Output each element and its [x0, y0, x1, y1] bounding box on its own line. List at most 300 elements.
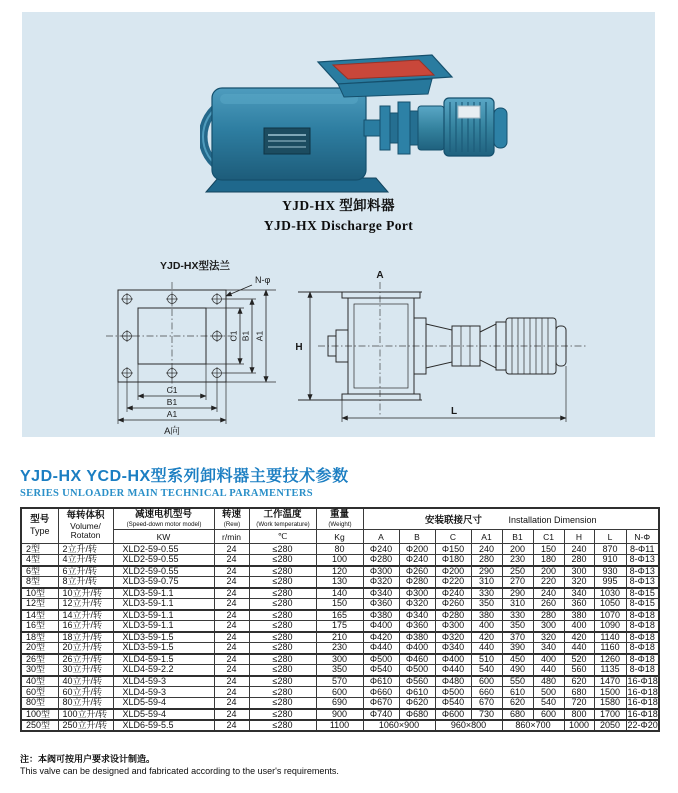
flange-view-label: A向 — [164, 426, 180, 436]
spec-cell: Φ610 — [399, 687, 435, 698]
th-dim-A: A — [363, 530, 399, 544]
spec-cell: XLD5-59-4 — [113, 698, 214, 709]
th-install — [363, 508, 659, 530]
spec-cell: 8-Φ15 — [626, 599, 659, 610]
spec-cell: 910 — [594, 555, 626, 566]
spec-cell: 900 — [316, 709, 363, 720]
spec-cell: XLD6-59-5.5 — [113, 720, 214, 731]
spec-cell: 8-Φ18 — [626, 665, 659, 676]
spec-row-4型 — [21, 555, 659, 566]
spec-cell: XLD2-59-0.55 — [113, 544, 214, 555]
spec-cell: XLD2-59-0.55 — [113, 555, 214, 566]
spec-cell: 8-Φ11 — [626, 544, 659, 555]
spec-cell: ≤280 — [249, 566, 316, 577]
spec-cell: 8-Φ18 — [626, 610, 659, 621]
spec-cell: 1050 — [594, 599, 626, 610]
th-temp-cn: 工作温度 — [263, 509, 302, 520]
spec-cell: 1700 — [594, 709, 626, 720]
photo-caption — [22, 196, 655, 235]
spec-cell: Φ300 — [399, 588, 435, 599]
spec-cell: 16-Φ18 — [627, 686, 658, 697]
side-height-label: H — [295, 342, 303, 353]
spec-cell: Φ500 — [399, 665, 435, 676]
spec-cell: Φ400 — [363, 621, 399, 632]
spec-row-18型 — [21, 632, 659, 643]
th-weight — [316, 508, 363, 530]
spec-cell: 210 — [316, 632, 363, 643]
spec-cell: Φ260 — [399, 566, 435, 577]
spec-cell: 720 — [564, 698, 594, 709]
th-speed-unit: r/min — [214, 530, 249, 544]
machine-motor-label — [458, 106, 480, 118]
spec-cell: 8-Φ18 — [626, 654, 659, 665]
spec-cell: Φ380 — [363, 610, 399, 621]
spec-cell: 8-Φ18 — [626, 632, 659, 643]
spec-cell: 24 — [214, 577, 249, 588]
spec-cell: 680 — [502, 709, 533, 720]
th-volume-cn: 每转体积 — [66, 509, 105, 521]
section-title-en: SERIES UNLOADER MAIN TECHNICAL PARAMENTERS — [20, 488, 313, 499]
spec-cell: ≤280 — [249, 599, 316, 610]
th-volume-en1: Volume/ — [70, 520, 101, 531]
spec-row-20型 — [21, 643, 659, 654]
spec-cell: ≤280 — [249, 632, 316, 643]
spec-cell: Φ740 — [363, 709, 399, 720]
spec-cell: XLD3-59-1.5 — [113, 643, 214, 654]
spec-cell: 995 — [594, 577, 626, 588]
th-install-cn: 安装联接尺寸 — [425, 515, 483, 527]
spec-row-16型 — [21, 621, 659, 632]
spec-cell: 130 — [316, 577, 363, 588]
spec-cell: 8型 — [21, 577, 58, 588]
spec-cell: Φ150 — [435, 544, 471, 555]
spec-cell: 100型 — [21, 709, 58, 720]
spec-cell: 280 — [533, 610, 564, 621]
spec-cell: Φ280 — [363, 555, 399, 566]
spec-cell: 680 — [564, 687, 594, 698]
spec-cell: ≤280 — [249, 654, 316, 665]
spec-table — [20, 507, 660, 732]
side-dim-h — [295, 292, 310, 400]
spec-cell: 2立升/转 — [58, 544, 113, 555]
spec-cell: 8-Φ18 — [626, 643, 659, 654]
spec-cell: Φ220 — [435, 577, 471, 588]
spec-cell: 26型 — [21, 654, 58, 665]
spec-table-body — [21, 544, 659, 731]
spec-cell: 6立升/转 — [58, 566, 113, 577]
spec-cell: 24 — [214, 654, 249, 665]
spec-cell: 350 — [471, 599, 502, 610]
spec-cell: 440 — [564, 643, 594, 654]
spec-cell: 600 — [533, 709, 564, 720]
spec-cell: 800 — [564, 709, 594, 720]
spec-cell: 380 — [471, 610, 502, 621]
machine-nameplate — [264, 128, 310, 154]
spec-cell: 260 — [533, 599, 564, 610]
spec-cell: Φ280 — [435, 610, 471, 621]
photo-caption-cn: YJD-HX 型卸料器 — [282, 198, 395, 213]
spec-cell: 1160 — [594, 643, 626, 654]
spec-cell: XLD3-59-1.1 — [113, 588, 214, 599]
th-dim-N-Φ: N-Φ — [626, 530, 659, 544]
machine-drive-train — [364, 102, 444, 154]
th-temp-en: (Work temperature) — [255, 521, 310, 528]
spec-cell: 250型 — [21, 720, 58, 731]
spec-cell: 450 — [502, 654, 533, 665]
spec-cell: XLD3-59-0.75 — [113, 577, 214, 588]
spec-row-8型 — [21, 577, 659, 588]
spec-cell: 250立升/转 — [58, 720, 113, 731]
spec-cell: Φ360 — [399, 621, 435, 632]
spec-cell: Φ610 — [363, 676, 399, 687]
spec-cell: 960×800 — [435, 720, 502, 731]
spec-cell: ≤280 — [249, 588, 316, 599]
spec-cell: 870 — [594, 544, 626, 555]
spec-cell: Φ240 — [399, 555, 435, 566]
spec-cell: 24 — [214, 599, 249, 610]
spec-cell: 860×700 — [502, 720, 564, 731]
spec-cell: 165 — [316, 610, 363, 621]
flange-dim-c1-v: C1 — [228, 330, 239, 342]
spec-cell: ≤280 — [249, 544, 316, 555]
spec-cell: ≤280 — [249, 610, 316, 621]
spec-row-10型 — [21, 588, 659, 599]
spec-cell: ≤280 — [249, 577, 316, 588]
spec-cell: 24 — [214, 544, 249, 555]
spec-cell: 24 — [214, 698, 249, 709]
th-motor — [113, 508, 214, 530]
spec-cell: Φ540 — [363, 665, 399, 676]
spec-cell: 1470 — [594, 676, 626, 687]
spec-cell: Φ400 — [435, 654, 471, 665]
spec-cell: 6型 — [21, 566, 58, 577]
spec-row-60型 — [21, 687, 659, 698]
spec-cell: Φ440 — [435, 665, 471, 676]
th-dim-A1: A1 — [471, 530, 502, 544]
spec-cell: 320 — [564, 577, 594, 588]
spec-cell: 540 — [471, 665, 502, 676]
side-view-drawing — [290, 266, 590, 434]
spec-cell: 300 — [564, 566, 594, 577]
section-title — [20, 463, 349, 499]
spec-cell: 24 — [214, 676, 249, 687]
spec-cell: Φ320 — [399, 599, 435, 610]
spec-cell: 290 — [471, 566, 502, 577]
spec-cell: 24 — [214, 555, 249, 566]
th-dim-C1: C1 — [533, 530, 564, 544]
spec-cell: ≤280 — [249, 621, 316, 632]
spec-cell: 1090 — [594, 621, 626, 632]
spec-cell: 16型 — [21, 621, 58, 632]
spec-cell: Φ320 — [435, 632, 471, 643]
spec-cell: 240 — [564, 544, 594, 555]
spec-cell: 380 — [564, 610, 594, 621]
spec-cell: 290 — [502, 588, 533, 599]
spec-row-40型 — [21, 676, 659, 687]
spec-cell: XLD3-59-1.1 — [113, 599, 214, 610]
spec-cell: Φ280 — [399, 577, 435, 588]
th-dim-B: B — [399, 530, 435, 544]
spec-cell: Φ320 — [363, 577, 399, 588]
spec-cell: ≤280 — [249, 720, 316, 731]
spec-cell: 1060×900 — [363, 720, 435, 731]
spec-cell: 360 — [564, 599, 594, 610]
spec-cell: 4立升/转 — [58, 555, 113, 566]
spec-cell: 24 — [214, 665, 249, 676]
flange-dim-b1-h: B1 — [166, 397, 178, 407]
spec-cell: Φ380 — [399, 632, 435, 643]
spec-cell: 280 — [471, 555, 502, 566]
th-weight-cn: 重量 — [329, 509, 349, 520]
flange-dim-c1-h: C1 — [166, 385, 178, 395]
spec-cell: 270 — [502, 577, 533, 588]
notes — [20, 753, 339, 777]
flange-drawing — [100, 258, 290, 436]
spec-cell: 100立升/转 — [58, 709, 113, 720]
spec-cell: 24 — [214, 720, 249, 731]
spec-cell: 24 — [214, 588, 249, 599]
spec-cell: 8-Φ13 — [626, 555, 659, 566]
spec-cell: 16-Φ18 — [627, 675, 658, 686]
spec-cell: XLD4-59-3 — [113, 676, 214, 687]
spec-cell: 10立升/转 — [58, 588, 113, 599]
spec-cell: 310 — [502, 599, 533, 610]
th-motor-unit: KW — [113, 530, 214, 544]
spec-cell: 24 — [214, 709, 249, 720]
spec-cell: 420 — [471, 632, 502, 643]
spec-cell: 420 — [564, 632, 594, 643]
spec-cell: 200 — [502, 544, 533, 555]
spec-cell: 400 — [564, 621, 594, 632]
spec-cell: 560 — [564, 665, 594, 676]
spec-cell: Φ360 — [363, 599, 399, 610]
spec-cell: 400 — [533, 654, 564, 665]
spec-cell: 250 — [502, 566, 533, 577]
spec-cell: 4型 — [21, 555, 58, 566]
spec-cell: 150 — [533, 544, 564, 555]
th-weight-unit: Kg — [316, 530, 363, 544]
spec-cell: 600 — [471, 676, 502, 687]
th-dim-L: L — [594, 530, 626, 544]
spec-cell: 340 — [564, 588, 594, 599]
th-speed-cn: 转速 — [221, 509, 241, 520]
spec-cell: 1135 — [594, 665, 626, 676]
spec-cell: 400 — [471, 621, 502, 632]
spec-cell: 540 — [533, 698, 564, 709]
th-install-en: Installation Dimension — [508, 515, 597, 526]
spec-cell: Φ480 — [435, 676, 471, 687]
spec-cell: 60立升/转 — [58, 687, 113, 698]
spec-cell: 175 — [316, 621, 363, 632]
th-dim-C: C — [435, 530, 471, 544]
spec-row-2型 — [21, 544, 659, 555]
spec-cell: Φ440 — [363, 643, 399, 654]
spec-cell: 20型 — [21, 643, 58, 654]
side-length-label: L — [450, 406, 458, 417]
th-volume — [58, 508, 113, 544]
spec-cell: 12型 — [21, 599, 58, 610]
th-type-en: Type — [29, 526, 50, 537]
spec-cell: Φ500 — [363, 654, 399, 665]
spec-cell: Φ560 — [399, 676, 435, 687]
th-volume-en2: Rotaton — [70, 530, 101, 541]
spec-cell: 14型 — [21, 610, 58, 621]
spec-cell: 2050 — [594, 720, 626, 731]
spec-cell: Φ540 — [435, 698, 471, 709]
spec-cell: Φ600 — [435, 709, 471, 720]
spec-cell: 570 — [316, 676, 363, 687]
spec-cell: 510 — [471, 654, 502, 665]
th-speed — [214, 508, 249, 530]
spec-cell: Φ680 — [399, 709, 435, 720]
spec-cell: 24 — [214, 687, 249, 698]
spec-cell: 1070 — [594, 610, 626, 621]
spec-cell: ≤280 — [249, 687, 316, 698]
spec-cell: XLD4-59-2.2 — [113, 665, 214, 676]
spec-cell: 24 — [214, 621, 249, 632]
spec-cell: Φ620 — [399, 698, 435, 709]
spec-cell: 30型 — [21, 665, 58, 676]
side-center-label: A — [376, 270, 384, 281]
spec-cell: 340 — [533, 643, 564, 654]
spec-cell: 620 — [564, 676, 594, 687]
spec-cell: 280 — [564, 555, 594, 566]
spec-cell: ≤280 — [249, 709, 316, 720]
spec-cell: 930 — [594, 566, 626, 577]
th-temp-unit: ℃ — [249, 530, 316, 544]
spec-row-80型 — [21, 698, 659, 709]
spec-cell: 660 — [471, 687, 502, 698]
spec-cell: 80 — [316, 544, 363, 555]
machine-motor — [444, 98, 507, 156]
spec-cell: 16立升/转 — [58, 621, 113, 632]
photo-caption-en: YJD-HX Discharge Port — [263, 217, 414, 233]
spec-cell: 180 — [533, 555, 564, 566]
th-dim-H: H — [564, 530, 594, 544]
spec-cell: 1000 — [564, 720, 594, 731]
spec-cell: 480 — [533, 676, 564, 687]
spec-cell: ≤280 — [249, 698, 316, 709]
flange-dim-a1-h: A1 — [166, 409, 178, 419]
spec-cell: 10型 — [21, 588, 58, 599]
photo-panel — [22, 12, 655, 437]
spec-cell: 230 — [316, 643, 363, 654]
spec-cell: XLD5-59-4 — [113, 709, 214, 720]
spec-cell: 100 — [316, 555, 363, 566]
note-en: This valve can be designed and fabricated according to the user's requirements. — [20, 766, 339, 777]
spec-row-12型 — [21, 599, 659, 610]
spec-cell: Φ340 — [399, 610, 435, 621]
spec-cell: 8-Φ13 — [626, 566, 659, 577]
header-row-1 — [21, 508, 659, 530]
spec-cell: ≤280 — [249, 676, 316, 687]
flange-holes-label: N-φ — [255, 275, 271, 285]
spec-row-6型 — [21, 566, 659, 577]
spec-cell: XLD4-59-1.5 — [113, 654, 214, 665]
spec-cell: 390 — [502, 643, 533, 654]
spec-cell: 330 — [502, 610, 533, 621]
header-row-2 — [21, 530, 659, 544]
spec-cell: 1580 — [594, 698, 626, 709]
spec-row-250型 — [21, 720, 659, 731]
section-title-cn: YJD-HX YCD-HX型系列卸料器主要技术参数 — [20, 468, 349, 485]
th-speed-en: (Rew) — [223, 521, 240, 528]
spec-cell: XLD3-59-1.1 — [113, 610, 214, 621]
spec-cell: Φ670 — [363, 698, 399, 709]
spec-cell: 8-Φ15 — [626, 588, 659, 599]
note-cn: 注：本阀可按用户要求设计制造。 — [20, 754, 156, 764]
spec-cell: 22-Φ20 — [627, 719, 658, 730]
spec-cell: Φ200 — [435, 566, 471, 577]
th-type-cn: 型号 — [30, 514, 50, 526]
spec-cell: 2型 — [21, 544, 58, 555]
spec-cell: Φ300 — [363, 566, 399, 577]
spec-cell: 8-Φ13 — [626, 577, 659, 588]
spec-cell: Φ180 — [435, 555, 471, 566]
spec-cell: 16-Φ18 — [627, 708, 658, 719]
spec-cell: 14立升/转 — [58, 610, 113, 621]
th-weight-en: (Weight) — [327, 521, 352, 528]
spec-cell: 610 — [502, 687, 533, 698]
spec-cell: XLD3-59-1.1 — [113, 621, 214, 632]
spec-cell: 40立升/转 — [58, 676, 113, 687]
th-motor-en: (Speed-down motor model) — [126, 521, 201, 528]
spec-cell: 500 — [533, 687, 564, 698]
spec-cell: 120 — [316, 566, 363, 577]
spec-cell: 330 — [471, 588, 502, 599]
flange-title: YJD-HX型法兰 — [159, 260, 231, 272]
spec-cell: Φ200 — [399, 544, 435, 555]
spec-cell: 24 — [214, 566, 249, 577]
spec-cell: Φ660 — [363, 687, 399, 698]
spec-cell: ≤280 — [249, 555, 316, 566]
spec-cell: 40型 — [21, 676, 58, 687]
spec-cell: 24 — [214, 632, 249, 643]
th-type — [21, 508, 58, 544]
spec-cell: 8-Φ18 — [626, 621, 659, 632]
spec-cell: 80型 — [21, 698, 58, 709]
spec-cell: Φ260 — [435, 599, 471, 610]
spec-cell: 1030 — [594, 588, 626, 599]
spec-cell: 8立升/转 — [58, 577, 113, 588]
product-photo — [200, 50, 510, 195]
th-motor-cn: 减速电机型号 — [134, 509, 192, 520]
spec-cell: 240 — [471, 544, 502, 555]
spec-cell: Φ500 — [435, 687, 471, 698]
spec-cell: 520 — [564, 654, 594, 665]
spec-cell: 440 — [533, 665, 564, 676]
spec-cell: 24 — [214, 643, 249, 654]
spec-cell: 1140 — [594, 632, 626, 643]
spec-row-14型 — [21, 610, 659, 621]
spec-cell: 730 — [471, 709, 502, 720]
spec-cell: 220 — [533, 577, 564, 588]
spec-cell: ≤280 — [249, 643, 316, 654]
spec-cell: 80立升/转 — [58, 698, 113, 709]
spec-cell: Φ340 — [363, 588, 399, 599]
spec-cell: 350 — [502, 621, 533, 632]
spec-cell: 240 — [533, 588, 564, 599]
spec-cell: Φ340 — [435, 643, 471, 654]
spec-cell: 1500 — [594, 687, 626, 698]
flange-holes-leader — [226, 285, 252, 296]
spec-cell: Φ460 — [399, 654, 435, 665]
spec-cell: 1260 — [594, 654, 626, 665]
spec-cell: 370 — [502, 632, 533, 643]
spec-row-26型 — [21, 654, 659, 665]
spec-cell: Φ240 — [435, 588, 471, 599]
spec-cell: 600 — [316, 687, 363, 698]
